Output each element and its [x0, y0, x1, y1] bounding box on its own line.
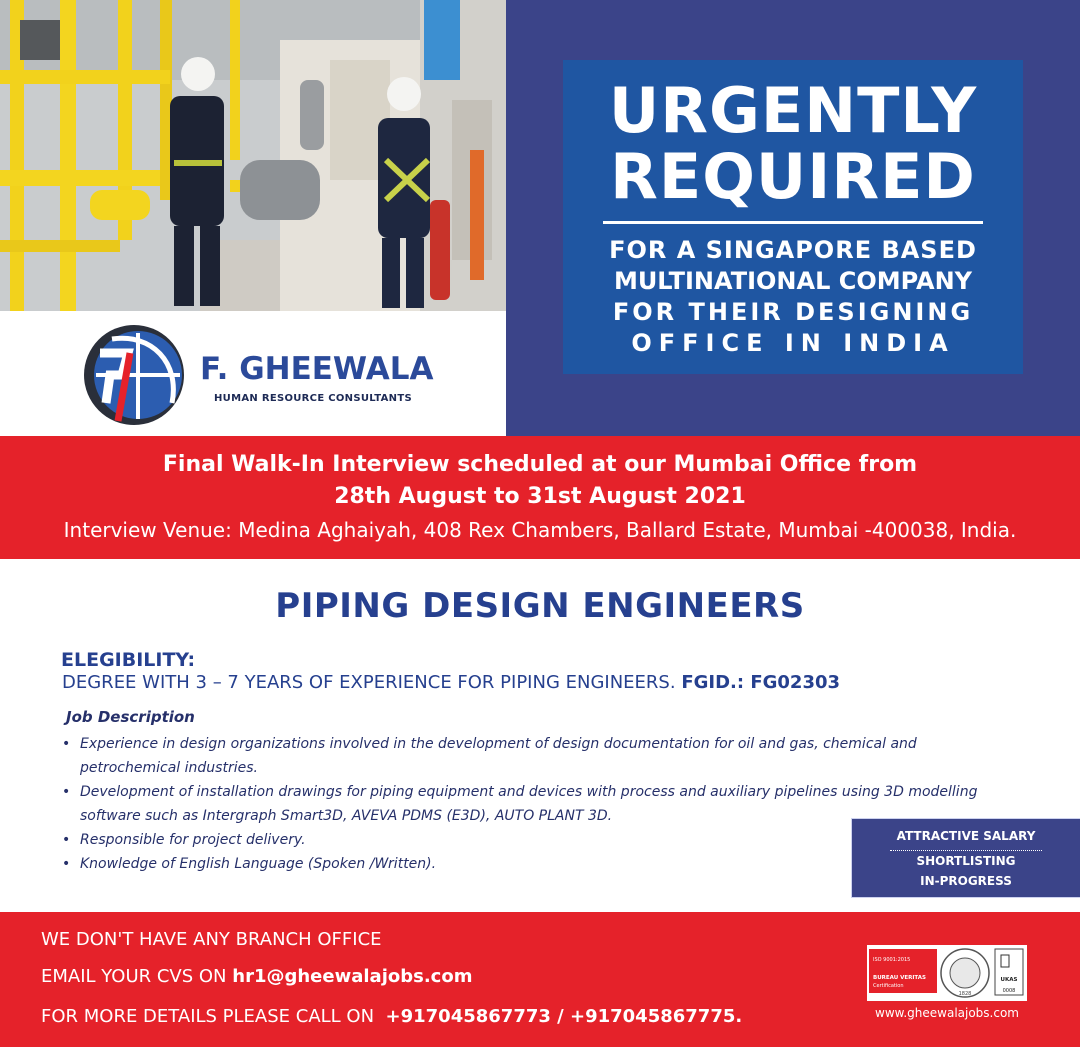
brand-tagline: HUMAN RESOURCE CONSULTANTS — [214, 393, 412, 404]
salary-badge — [851, 818, 1080, 898]
sub-line-2: MULTINATIONAL COMPANY — [613, 267, 973, 295]
interview-dates: 28th August to 31st August 2021 — [334, 484, 746, 509]
phone-numbers[interactable]: +917045867773 / +917045867775. — [385, 1006, 743, 1027]
job-title: PIPING DESIGN ENGINEERS — [275, 586, 805, 626]
interview-line: Final Walk-In Interview scheduled at our Mumbai Office from — [162, 452, 918, 477]
website-link[interactable]: www.gheewalajobs.com — [875, 1006, 1019, 1020]
eligibility-label: ELEGIBILITY: — [61, 649, 196, 671]
interview-banner — [0, 436, 1080, 559]
eligibility-text — [62, 671, 840, 695]
sub-line-4: OFFICE IN INDIA — [631, 329, 955, 357]
certification-label: Certification — [873, 983, 904, 989]
list-item: • Development of installation drawings for piping equipment and devices with process and auxiliary pipelines using 3D modelling software such as Intergraph Smart3D, AVEVA PDMS (E3D), AUTO PLANT 3D. — [62, 780, 1012, 828]
bureau-veritas-ukas-seal-icon — [867, 945, 1027, 1001]
no-branch-notice: WE DON'T HAVE ANY BRANCH OFFICE — [41, 929, 382, 950]
interview-venue: Interview Venue: Medina Aghaiyah, 408 Rex Chambers, Ballard Estate, Mumbai -400038, India. — [63, 518, 1017, 542]
list-item: • Experience in design organizations involved in the development of design documentation for oil and gas, chemical and petrochemical industries. — [62, 732, 1012, 780]
email-line — [41, 965, 472, 989]
list-item: • Knowledge of English Language (Spoken /Written). — [62, 852, 1012, 876]
certifier-name: BUREAU VERITAS — [873, 975, 926, 981]
sub-line-3: FOR THEIR DESIGNING — [612, 298, 974, 326]
phone-line — [41, 1005, 742, 1029]
f-gheewala-globe-logo-icon — [82, 323, 186, 427]
ukas-label: UKAS — [1000, 977, 1018, 983]
ukas-code: 0008 — [1002, 988, 1016, 994]
industrial-piping-photo — [0, 0, 506, 311]
badge-divider — [890, 850, 1042, 851]
in-progress-text: IN-PROGRESS — [920, 874, 1012, 888]
shortlisting-text: SHORTLISTING — [916, 854, 1016, 868]
headline-box — [563, 60, 1023, 374]
eligibility-requirement: DEGREE WITH 3 – 7 YEARS OF EXPERIENCE FOR PIPING ENGINEERS. — [62, 672, 676, 693]
headline-line-1: URGENTLY — [608, 74, 978, 147]
headline-divider — [603, 221, 983, 224]
phone-prefix: FOR MORE DETAILS PLEASE CALL ON — [41, 1006, 375, 1027]
email-prefix: EMAIL YOUR CVS ON — [41, 966, 227, 987]
headline-line-2: REQUIRED — [610, 140, 976, 213]
sub-line-1: FOR A SINGAPORE BASED — [609, 236, 977, 264]
list-item: • Responsible for project delivery. — [62, 828, 1012, 852]
email-address-link[interactable]: hr1@gheewalajobs.com — [232, 966, 473, 987]
job-description-heading: Job Description — [66, 708, 195, 726]
salary-text: ATTRACTIVE SALARY — [896, 829, 1036, 843]
certifier-year: 1828 — [958, 991, 972, 997]
piping-scene-illustration — [0, 0, 506, 311]
iso-standard: ISO 9001:2015 — [873, 957, 911, 963]
brand-name: F. GHEEWALA — [200, 351, 434, 387]
fgid-code: FGID.: FG02303 — [681, 672, 841, 693]
